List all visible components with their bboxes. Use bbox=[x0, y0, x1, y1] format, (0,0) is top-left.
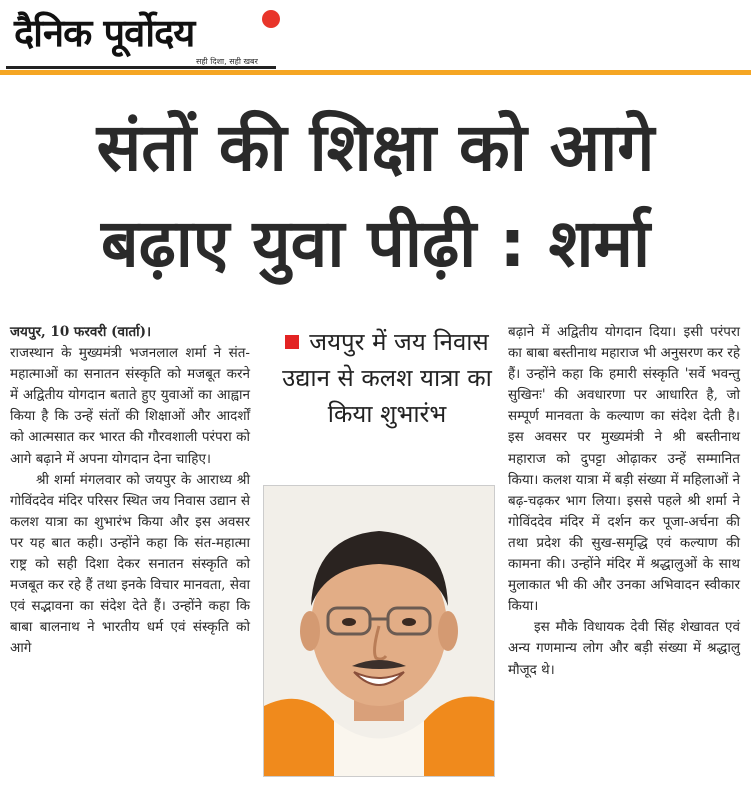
newspaper-logo: दैनिक पूर्वोदय bbox=[14, 11, 195, 55]
headline bbox=[0, 100, 751, 292]
subheadline bbox=[276, 324, 498, 432]
article-column-1 bbox=[10, 322, 250, 660]
masthead-underline bbox=[6, 66, 276, 69]
subheadline-text: जयपुर में जय निवास उद्यान से कलश यात्रा का किया शुभारंभ bbox=[282, 328, 492, 428]
tagline: सही दिशा, सही खबर bbox=[196, 57, 258, 66]
article-paragraph: राजस्थान के मुख्यमंत्री भजनलाल शर्मा ने संत-महात्माओं का सनातन संस्कृति को मजबूत करने में अद्वितीय योगदान बताते हुए युवाओं का आह्वान किया है कि उन्हें संतों की शिक्षाओं और आदर्शों को आत्मसात कर भारत की गौरवशाली परंपरा को आगे बढ़ाने में अपना योगदान देना चाहिए। bbox=[10, 345, 250, 467]
masthead bbox=[0, 0, 751, 72]
article-paragraph: इस मौके विधायक देवी सिंह शेखावत एवं अन्य गणमान्य लोग और बड़ी संख्या में श्रद्धालु मौजूद थे। bbox=[508, 619, 740, 678]
headline-line-2: बढ़ाए युवा पीढ़ी : शर्मा bbox=[100, 205, 651, 282]
red-square-bullet-icon bbox=[285, 335, 299, 349]
masthead-rule bbox=[0, 70, 751, 75]
portrait-image bbox=[264, 486, 494, 776]
article-paragraph: श्री शर्मा मंगलवार को जयपुर के आराध्य श्री गोविंददेव मंदिर परिसर स्थित जय निवास उद्यान से कलश यात्रा का शुभारंभ किया और इस अवसर पर यह बात कही। उन्होंने कहा कि संत-महात्मा राष्ट्र को सही दिशा देकर सनातन संस्कृति को मजबूत कर रहे हैं तथा इनके विचार मानवता, सेवा एवं सद्भावना का संदेश देते हैं। उन्होंने कहा कि बाबा बालनाथ ने भारतीय धर्म एवं संस्कृति को आगे bbox=[10, 471, 250, 657]
article-column-3 bbox=[508, 322, 740, 681]
article-paragraph: बढ़ाने में अद्वितीय योगदान दिया। इसी परंपरा का बाबा बस्तीनाथ महाराज भी अनुसरण कर रहे हैं। उन्होंने कहा कि हमारी संस्कृति 'सर्वे भवन्तु सुखिनः' की अवधारणा पर आधारित है, जो सम्पूर्ण मानवता के कल्याण का संदेश देती है। इस अवसर पर मुख्यमंत्री ने श्री बस्तीनाथ महाराज को दुपट्टा ओढ़ाकर उन्हें सम्मानित किया। कलश यात्रा में बड़ी संख्या में महिलाओं ने बढ़-चढ़कर भाग लिया। इससे पहले श्री शर्मा ने गोविंददेव मंदिर में दर्शन कर पूजा-अर्चना की तथा प्रदेश की सुख-समृद्धि एवं कल्याण की कामना की। उन्होंने मंदिर में श्रद्धालुओं के साथ मुलाकात भी की और उनका अभिवादन स्वीकार किया। bbox=[508, 324, 740, 615]
headline-line-1: संतों की शिक्षा को आगे bbox=[96, 109, 655, 186]
article-dateline: जयपुर, 10 फरवरी (वार्ता)। bbox=[10, 324, 152, 340]
logo-dot-icon bbox=[262, 10, 280, 28]
chief-minister-photo bbox=[263, 485, 495, 777]
